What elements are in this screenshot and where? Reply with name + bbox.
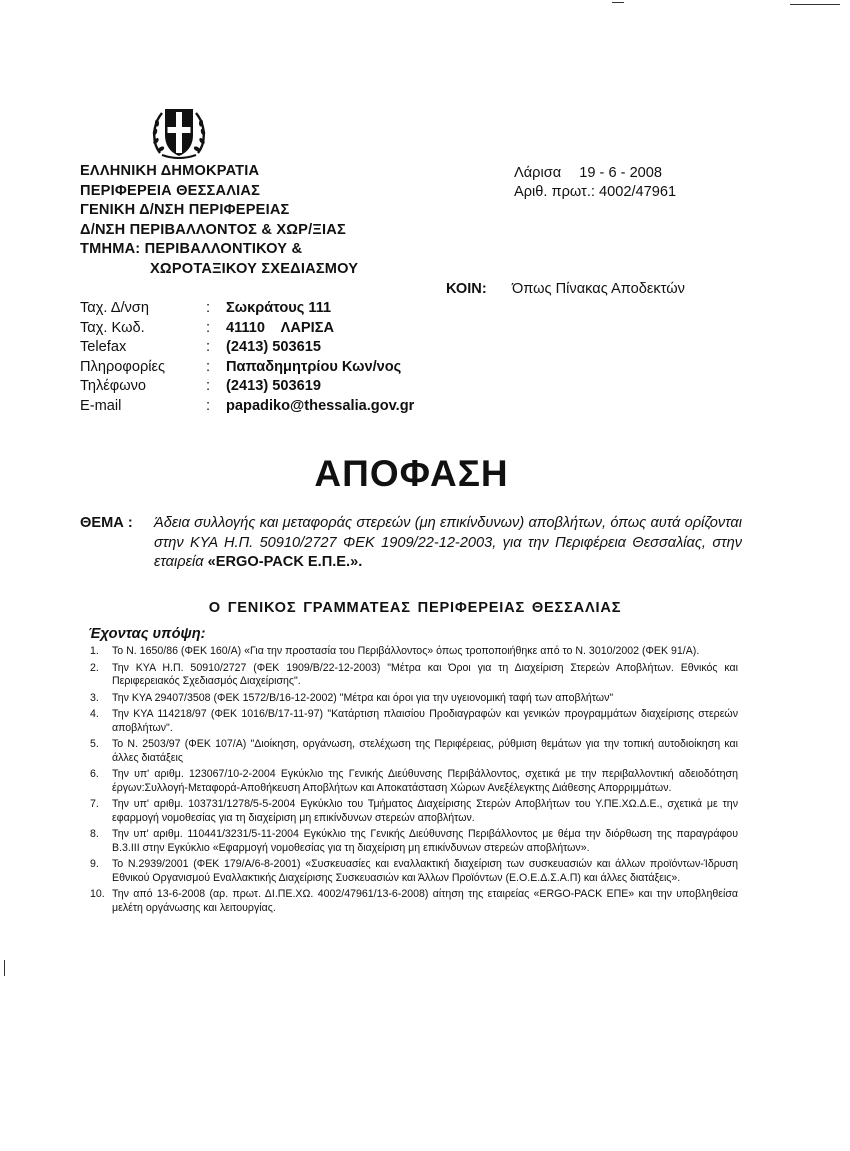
contact-value: Σωκράτους 111 bbox=[226, 300, 332, 316]
contact-separator: : bbox=[206, 300, 211, 316]
ref-number: 8. bbox=[90, 828, 99, 841]
list-item bbox=[90, 768, 738, 795]
contact-row-address bbox=[80, 299, 414, 319]
issuing-authority-block bbox=[80, 162, 358, 279]
protocol-line bbox=[514, 183, 676, 202]
contact-label: Ταχ. Δ/νση bbox=[80, 300, 149, 316]
koin-label: ΚΟΙΝ: bbox=[446, 281, 487, 297]
contact-label: Τηλέφωνο bbox=[80, 378, 147, 395]
ref-text: Την ΚΥΑ Η.Π. 50910/2727 (ΦΕΚ 1909/Β/22-12-2003) "Μέτρα και Όροι για τη Διαχείριση Στερεών Αποβλήτων. Εθνικός και Περιφερειακός Σχεδιασμός Διαχείρισης". bbox=[112, 661, 738, 687]
contact-row-postcode bbox=[80, 319, 414, 339]
date-year: 2008 bbox=[629, 165, 663, 181]
agency-line: ΧΩΡΟΤΑΞΙΚΟΥ ΣΧΕΔΙΑΣΜΟΥ bbox=[150, 260, 359, 277]
list-item bbox=[90, 692, 738, 705]
contact-row-phone bbox=[80, 377, 414, 397]
date-month: 6 - bbox=[608, 165, 626, 181]
agency-line: ΠΕΡΙΦΕΡΕΙΑ ΘΕΣΣΑΛΙΑΣ bbox=[80, 182, 261, 199]
contact-value: (2413) 503619 bbox=[226, 378, 321, 395]
contact-separator: : bbox=[206, 358, 211, 375]
considering-heading: Έχοντας υπόψη: bbox=[88, 626, 206, 642]
contact-row-email bbox=[80, 397, 414, 417]
list-item bbox=[90, 888, 738, 915]
contact-separator: : bbox=[206, 339, 211, 356]
contact-value: (2413) 503615 bbox=[226, 339, 321, 356]
agency-line: ΤΜΗΜΑ: ΠΕΡΙΒΑΛΛΟΝΤΙΚΟΥ & bbox=[80, 241, 303, 257]
ref-number: 7. bbox=[90, 798, 99, 811]
list-item bbox=[90, 708, 738, 735]
ref-number: 2. bbox=[90, 661, 99, 674]
protocol-number: 4002/47961 bbox=[599, 184, 677, 200]
subject-block bbox=[80, 514, 742, 573]
contact-separator: : bbox=[206, 378, 211, 395]
ref-text: Την ΚΥΑ 29407/3508 (ΦΕΚ 1572/Β/16-12-2002) "Μέτρα και όροι για την υγειονομική ταφή των αποβλήτων" bbox=[112, 691, 614, 704]
ref-number: 9. bbox=[90, 858, 99, 871]
place-date-block bbox=[514, 164, 676, 202]
contact-row-telefax bbox=[80, 338, 414, 358]
ref-number: 10. bbox=[90, 888, 105, 901]
scan-mark-left bbox=[4, 960, 5, 976]
document-title: ΑΠΟΦΑΣΗ bbox=[314, 453, 509, 494]
list-item bbox=[90, 828, 738, 855]
contact-label: Telefax bbox=[80, 339, 127, 356]
contact-value: 41110 ΛΑΡΙΣΑ bbox=[226, 319, 335, 336]
scan-mark-top bbox=[612, 2, 624, 3]
ref-number: 1. bbox=[90, 645, 99, 657]
contact-value: Παπαδημητρίου Κων/νος bbox=[226, 358, 402, 375]
list-item bbox=[90, 738, 738, 765]
ref-number: 6. bbox=[90, 768, 99, 781]
place: Λάρισα bbox=[514, 165, 562, 181]
authority-heading: Ο ΓΕΝΙΚΟΣ ΓΡΑΜΜΑΤΕΑΣ ΠΕΡΙΦΕΡΕΙΑΣ ΘΕΣΣΑΛΙΑΣ bbox=[208, 600, 622, 616]
ref-number: 3. bbox=[90, 691, 99, 704]
contact-label: E-mail bbox=[80, 397, 122, 414]
contact-label: Πληροφορίες bbox=[80, 358, 166, 375]
ref-number: 4. bbox=[90, 708, 99, 721]
date-line bbox=[514, 164, 676, 183]
contact-row-info bbox=[80, 358, 414, 378]
ref-text: Την από 13-6-2008 (αρ. πρωτ. ΔΙ.ΠΕ.ΧΩ. 4002/47961/13-6-2008) αίτηση της εταιρείας «ERGO-PACK ΕΠΕ» και την υποβληθείσα μελέτη οργάνωσης και λειτουργίας. bbox=[112, 888, 738, 914]
subject-label: ΘΕΜΑ : bbox=[80, 515, 133, 531]
ref-number: 5. bbox=[90, 738, 99, 751]
agency-line: ΓΕΝΙΚΗ Δ/ΝΣΗ ΠΕΡΙΦΕΡΕΙΑΣ bbox=[80, 202, 290, 218]
ref-text: Το Ν. 1650/86 (ΦΕΚ 160/Α) «Για την προστασία του Περιβάλλοντος» όπως τροποποιήθηκε από το Ν. 3010/2002 (ΦΕΚ 91/Α). bbox=[112, 645, 700, 657]
ref-text: Την υπ' αριθμ. 110441/3231/5-11-2004 Εγκύκλιο της Γενικής Διεύθυνσης Περιβάλλοντος με θέμα την διόρθωση της παραγράφου Β.3.ΙΙΙ στην Εγκύκλιο «Εφαρμογή νομοθεσίας για τη διαχείριση μη επικίνδυνων στερεών αποβλήτων». bbox=[112, 828, 738, 854]
scan-mark-top-right bbox=[790, 4, 840, 5]
contact-details bbox=[80, 299, 414, 417]
coat-of-arms-icon bbox=[148, 103, 210, 161]
ref-text: Την υπ' αριθμ. 123067/10-2-2004 Εγκύκλιο της Γενικής Διεύθυνσης Περιβάλλοντος, σχετικά με την περιβαλλοντική αδειοδότηση έργων:Συλλογή-Μεταφορά-Αποθήκευση Αποβλήτων και Αποκατάσταση Χώρων Ανεξέλεγκτης Διάθεσης Απορριμμάτων. bbox=[112, 768, 738, 794]
list-item bbox=[90, 645, 738, 658]
contact-email: papadiko@thessalia.gov.gr bbox=[226, 397, 415, 414]
ref-text: Το Ν.2939/2001 (ΦΕΚ 179/Α/6-8-2001) «Συσκευασίες και εναλλακτική διαχείριση των συσκευασιών και άλλων προϊόντων-Ίδρυση Εθνικού Οργανισμού Εναλλακτικής Διαχείρισης Συσκευασιών και Άλλων Προϊόντων (Ε.Ο.Ε.Δ.Σ.Α.Π) και άλλες διατάξεις». bbox=[112, 858, 738, 884]
contact-label: Ταχ. Κωδ. bbox=[80, 319, 145, 336]
subject-body: Άδεια συλλογής και μεταφοράς στερεών (μη επικίνδυνων) αποβλήτων, όπως αυτά ορίζονται στην ΚΥΑ Η.Π. 50910/2727 ΦΕΚ 1909/22-12-2003, για την Περιφέρεια Θεσσαλίας, στην εταιρεία bbox=[154, 515, 742, 570]
ref-text: Το Ν. 2503/97 (ΦΕΚ 107/Α) "Διοίκηση, οργάνωση, στελέχωση της Περιφέρειας, ρύθμιση θεμάτων για την τοπική αυτοδιοίκηση και άλλες διατάξεις bbox=[112, 738, 738, 764]
protocol-label: Αριθ. πρωτ.: bbox=[514, 184, 595, 200]
list-item bbox=[90, 662, 738, 689]
list-item bbox=[90, 798, 738, 825]
ref-text: Την ΚΥΑ 114218/97 (ΦΕΚ 1016/Β/17-11-97) "Κατάρτιση πλαισίου Προδιαγραφών και γενικών προγραμμάτων διαχείρισης στερεών αποβλήτων". bbox=[112, 708, 738, 734]
ref-text: Την υπ' αριθμ. 103731/1278/5-5-2004 Εγκύκλιο του Τμήματος Διαχείρισης Στερών Αποβλήτων του Υ.ΠΕ.ΧΩ.Δ.Ε., σχετικά με την εφαρμογή νομοθεσίας για τη διαχείριση μη επικίνδυνων στερεών αποβλήτων. bbox=[112, 798, 738, 824]
date-day: 19 - bbox=[579, 165, 605, 181]
references-list bbox=[90, 645, 738, 918]
koin-value: Όπως Πίνακας Αποδεκτών bbox=[512, 281, 685, 297]
agency-line: ΕΛΛΗΝΙΚΗ ΔΗΜΟΚΡΑΤΙΑ bbox=[80, 163, 260, 179]
subject-company: «ERGO-PACK Ε.Π.Ε.». bbox=[207, 554, 363, 570]
list-item bbox=[90, 858, 738, 885]
agency-line: Δ/ΝΣΗ ΠΕΡΙΒΑΛΛΟΝΤΟΣ & ΧΩΡ/ΞΙΑΣ bbox=[80, 221, 346, 238]
contact-separator: : bbox=[206, 397, 211, 414]
subject-text bbox=[154, 514, 742, 573]
contact-separator: : bbox=[206, 319, 211, 336]
